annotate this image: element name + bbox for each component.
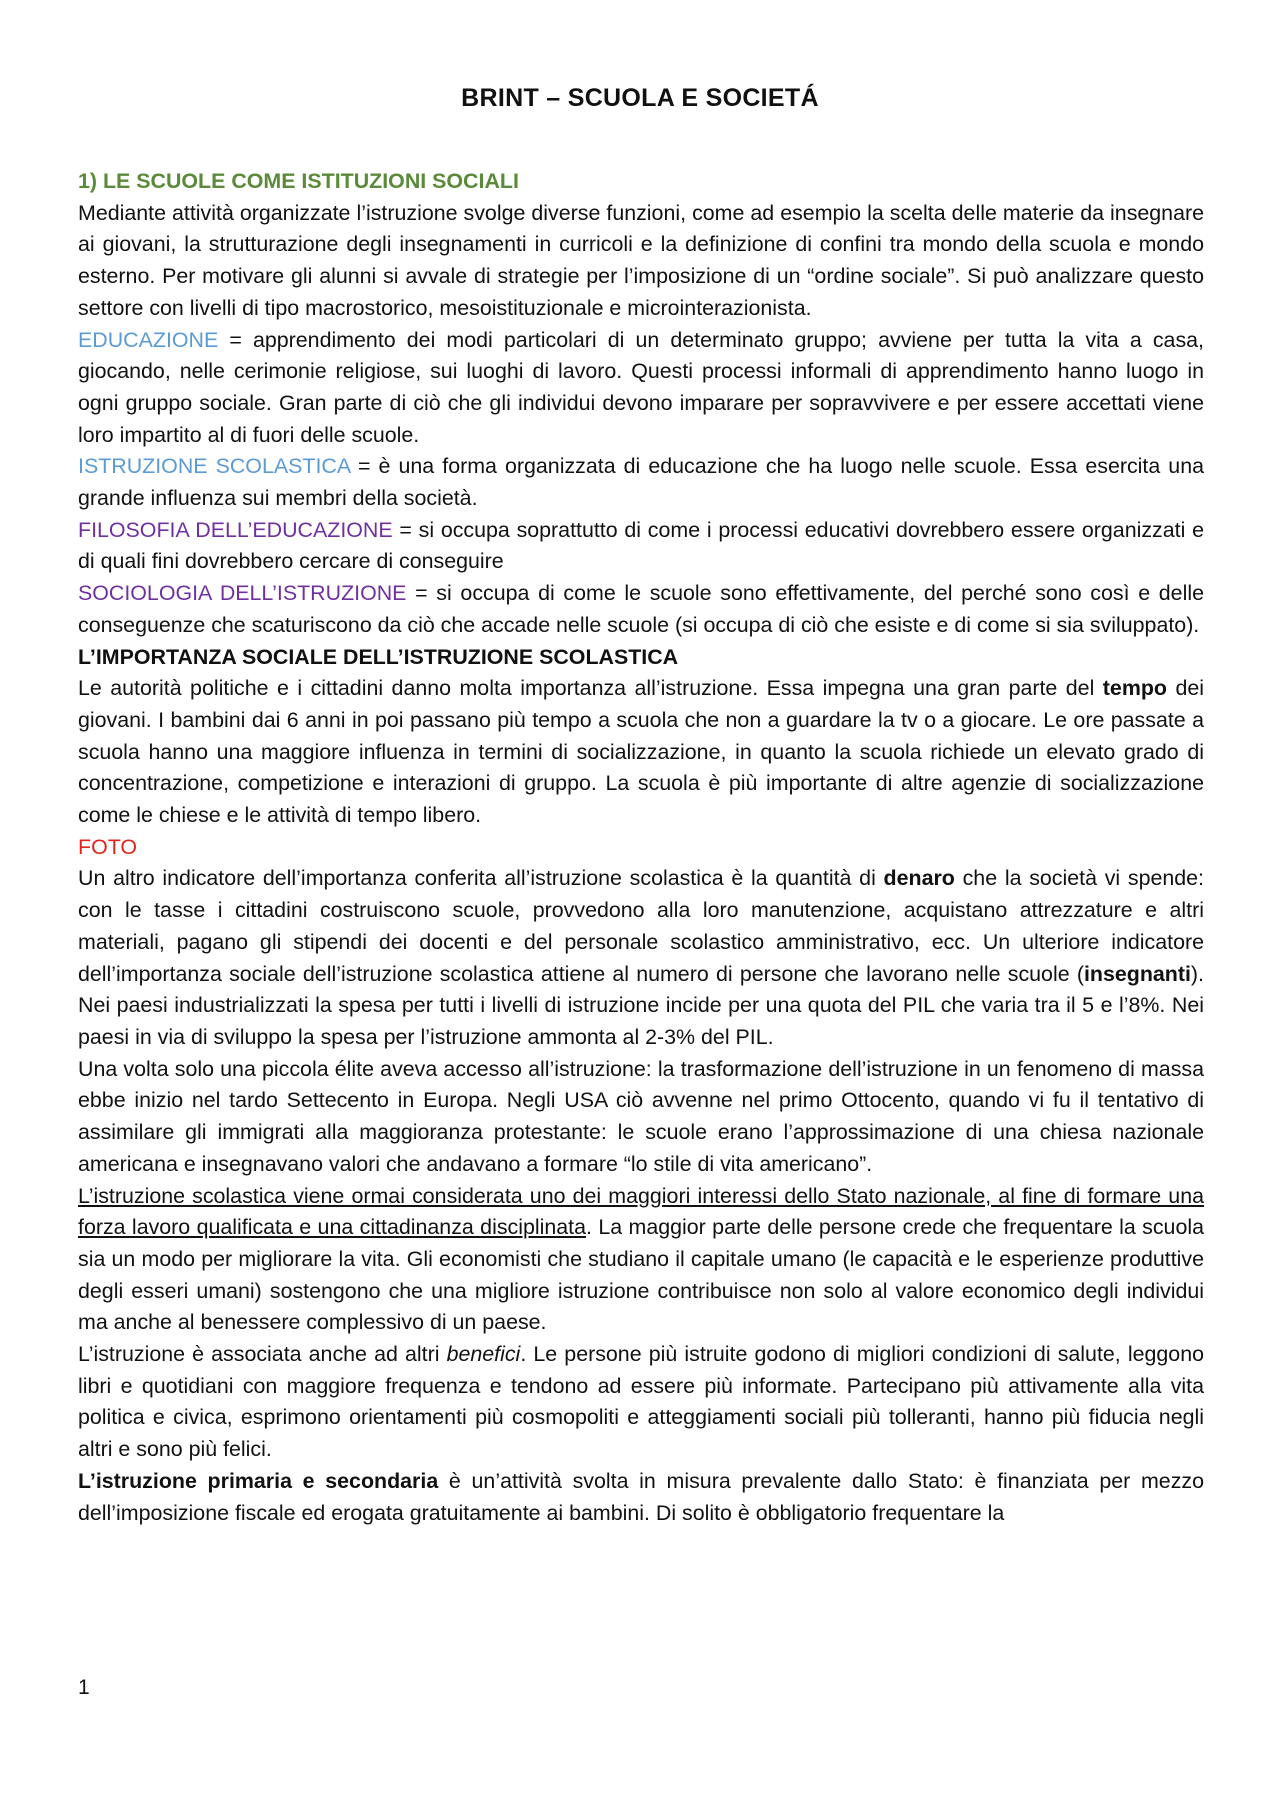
- section-heading-text: 1) LE SCUOLE COME ISTITUZIONI SOCIALI: [78, 169, 519, 193]
- document-title: BRINT – SCUOLA E SOCIETÁ: [461, 84, 819, 112]
- term-filosofia: FILOSOFIA DELL’EDUCAZIONE: [78, 517, 393, 542]
- foto-label: FOTO: [78, 834, 138, 859]
- definition-text: = è una forma organizzata di educazione che ha luogo nelle scuole. Essa esercita una grande influenza sui membri della società.: [78, 454, 1204, 511]
- definition-filosofia: [78, 515, 1204, 578]
- paragraph-benefici: [78, 1339, 1204, 1466]
- paragraph-stato: [78, 1181, 1204, 1340]
- paragraph-primaria: [78, 1466, 1204, 1529]
- text-run: è un’attività svolta in misura prevalente dallo Stato: è finanziata per mezzo dell’imposizione fiscale ed erogata gratuitamente ai bambini. Di solito è obbligatorio frequentare la: [78, 1468, 1204, 1525]
- page-number: 1: [78, 1676, 90, 1699]
- text-run: L’istruzione è associata anche ad altri: [78, 1342, 447, 1367]
- definition-text: = si occupa di come le scuole sono effettivamente, del perché sono così e delle conseguenze che scaturiscono da ciò che accade nelle scuole (si occupa di ciò che esiste e di come si sia sviluppato).: [78, 581, 1204, 637]
- intro-paragraph: Mediante attività organizzate l’istruzione svolge diverse funzioni, come ad esempio la scelta delle materie da insegnare ai giovani, la strutturazione degli insegnamenti in curricoli e la definizione di confini tra mondo della scuola e mondo esterno. Per motivare gli alunni si avvale di strategie per l’imposizione di un “ordine sociale”. Si può analizzare questo settore con livelli di tipo macrostorico, mesoistituzionale e microinterazionista.: [78, 200, 1204, 320]
- paragraph-elite: Una volta solo una piccola élite aveva accesso all’istruzione: la trasformazione dell’istruzione in un fenomeno di massa ebbe inizio nel tardo Settecento in Europa. Negli USA ciò avvenne nel primo Ottocento, quando vi fu il tentativo di assimilare gli immigrati alla maggioranza protestante: le scuole erano l’approssimazione di una chiesa nazionale americana e insegnavano valori che andavano a formare “lo stile di vita americano”.: [78, 1056, 1204, 1176]
- text-run: . Le persone più istruite godono di migliori condizioni di salute, leggono libri e quotidiani con maggiore frequenza e tendono ad essere più informate. Partecipano più attivamente alla vita politica e civica, esprimono orientamenti più cosmopoliti e atteggiamenti sociali più tolleranti, hanno più fiducia negli altri e sono più felici.: [78, 1342, 1204, 1462]
- text-run: che la società vi spende: con le tasse i cittadini costruiscono scuole, provvedono alla loro manutenzione, acquistano attrezzature e altri materiali, pagano gli stipendi dei docenti e del personale scolastico amministrativo, ecc. Un ulteriore indicatore dell’importanza sociale dell’istruzione scolastica attiene al numero di persone che lavorano nelle scuole (: [78, 866, 1204, 986]
- foto-label-line: [78, 832, 1204, 864]
- text-run: Le autorità politiche e i cittadini danno molta importanza all’istruzione. Essa impegna una gran parte del: [78, 676, 1103, 701]
- definition-istruzione-scolastica: [78, 451, 1204, 514]
- document-body: [78, 166, 1204, 1529]
- underlined-statement: L’istruzione scolastica viene ormai considerata uno dei maggiori interessi dello Stato nazionale, al fine di formare una forza lavoro qualificata e una cittadinanza disciplinata: [78, 1183, 1204, 1240]
- definition-text: = apprendimento dei modi particolari di un determinato gruppo; avviene per tutta la vita a casa, giocando, nelle cerimonie religiose, sui luoghi di lavoro. Questi processi informali di apprendimento hanno luogo in ogni gruppo sociale. Gran parte di ciò che gli individui devono imparare per sopravvivere e per essere accettati viene loro impartito al di fuori delle scuole.: [78, 327, 1204, 447]
- text-run: . La maggior parte delle persone crede che frequentare la scuola sia un modo per migliorare la vita. Gli economisti che studiano il capitale umano (le capacità e le esperienze produttive degli esseri umani) sostengono che una migliore istruzione contribuisce non solo al valore economico degli individui ma anche al benessere complessivo di un paese.: [78, 1215, 1204, 1335]
- term-sociologia: SOCIOLOGIA DELL’ISTRUZIONE: [78, 581, 407, 606]
- text-run: ). Nei paesi industrializzati la spesa per tutti i livelli di istruzione incide per una quota del PIL che varia tra il 5 e l’8%. Nei paesi in via di sviluppo la spesa per l’istruzione ammonta al 2-3% del PIL.: [78, 961, 1204, 1049]
- term-istruzione-scolastica: ISTRUZIONE SCOLASTICA: [78, 454, 350, 479]
- term-educazione: EDUCAZIONE: [78, 327, 219, 352]
- subsection-heading: [78, 642, 1204, 674]
- bold-term-insegnanti: insegnanti: [1083, 961, 1191, 986]
- text-run: dei giovani. I bambini dai 6 anni in poi passano più tempo a scuola che non a guardare la tv o a giocare. Le ore passate a scuola hanno una maggiore influenza in termini di socializzazione, in quanto la scuola richiede un elevato grado di concentrazione, competizione e interazioni di gruppo. La scuola è più importante di altre agenzie di socializzazione come le chiese e le attività di tempo libero.: [78, 676, 1204, 828]
- definition-educazione: [78, 325, 1204, 452]
- paragraph-denaro: [78, 863, 1204, 1053]
- section-heading: [78, 166, 1204, 198]
- bold-term-denaro: denaro: [883, 866, 955, 891]
- bold-term-tempo: tempo: [1102, 676, 1167, 701]
- subsection-heading-text: L’IMPORTANZA SOCIALE DELL’ISTRUZIONE SCOLASTICA: [78, 644, 679, 669]
- definition-text: = si occupa soprattutto di come i processi educativi dovrebbero essere organizzati e di quali fini dovrebbero cercare di conseguire: [78, 517, 1204, 574]
- paragraph-tempo: [78, 673, 1204, 832]
- definition-sociologia: [78, 578, 1204, 641]
- italic-term-benefici: benefici: [446, 1342, 521, 1367]
- text-run: Un altro indicatore dell’importanza conferita all’istruzione scolastica è la quantità di: [78, 866, 884, 891]
- bold-term-primaria: L’istruzione primaria e secondaria: [78, 1468, 439, 1493]
